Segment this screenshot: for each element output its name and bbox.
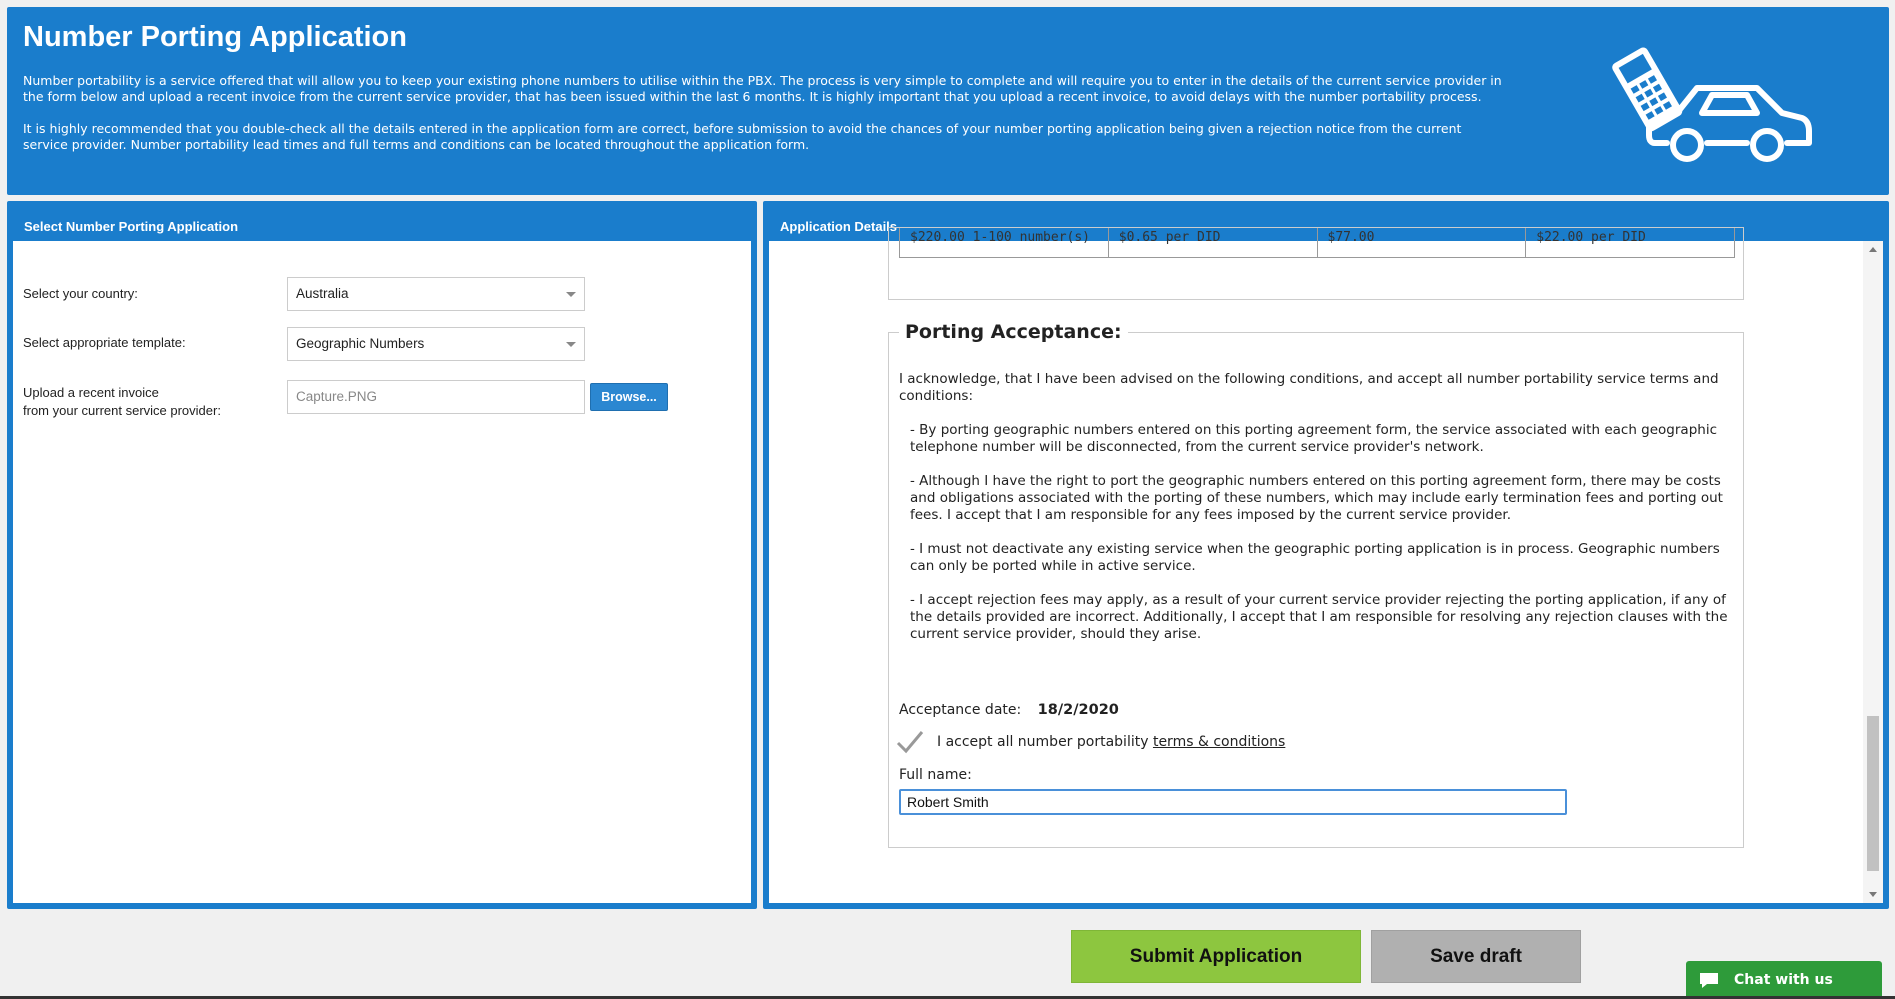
save-draft-button[interactable]: Save draft xyxy=(1371,930,1581,983)
intro-text xyxy=(23,73,1503,169)
table-cell: $220.00 1-100 number(s) xyxy=(900,228,1109,257)
upload-label-line1: Upload a recent invoice xyxy=(23,385,159,400)
country-label: Select your country: xyxy=(23,286,138,301)
acceptance-date xyxy=(899,702,1119,718)
header-banner xyxy=(7,7,1889,195)
table-cell: $77.00 xyxy=(1318,228,1527,257)
term-item: - Although I have the right to port the geographic numbers entered on this porting agreement form, there may be costs and obligations associated with the porting of these numbers, which may include early termination fees and porting out fees. I accept that I am responsible for any fees imposed by the current service provider. xyxy=(910,473,1723,523)
fullname-input[interactable]: Robert Smith xyxy=(899,789,1567,815)
phone-car-icon xyxy=(1607,43,1817,173)
scrollbar-thumb[interactable] xyxy=(1867,716,1879,871)
page-title: Number Porting Application xyxy=(23,21,407,53)
chat-bubble-icon xyxy=(1698,971,1720,989)
scrollbar[interactable] xyxy=(1863,241,1883,903)
accept-terms-text: I accept all number portability xyxy=(937,734,1149,750)
intro-paragraph-1: Number portability is a service offered that will allow you to keep your existing phone numbers to utilise within the PBX. The process is very simple to complete and will require you to enter in the details of the current service provider in the form below and upload a recent invoice from the current service provider, that has been issued within the last 6 months. It is highly important that you upload a recent invoice, to avoid delays with the number portability process. xyxy=(23,73,1502,104)
scroll-up-icon[interactable] xyxy=(1869,247,1877,252)
upload-label xyxy=(23,384,221,420)
template-select[interactable] xyxy=(287,327,585,361)
terms-intro: I acknowledge, that I have been advised on the following conditions, and accept all number portability service terms and conditions: xyxy=(899,371,1719,404)
panel-title: Application Details xyxy=(780,219,898,234)
select-application-panel xyxy=(7,201,757,909)
chat-button[interactable] xyxy=(1686,961,1882,999)
acceptance-date-label: Acceptance date: xyxy=(899,702,1022,718)
terms-text xyxy=(899,371,1735,660)
acceptance-date-value: 18/2/2020 xyxy=(1037,702,1119,718)
panel-body xyxy=(769,230,1883,903)
term-item: - By porting geographic numbers entered on this porting agreement form, the service associated with each geographic telephone number will be disconnected, from the current service provider's network. xyxy=(910,422,1717,455)
accept-terms-row xyxy=(895,729,1285,755)
porting-acceptance-section xyxy=(888,321,1744,848)
upload-label-line2: from your current service provider: xyxy=(23,403,221,418)
term-item: - I accept rejection fees may apply, as a result of your current service provider rejecting the porting application, if any of the details provided are incorrect. Additionally, I accept that I am responsible for resolving any rejection clauses with the current service provider, should they arise. xyxy=(910,592,1728,642)
table-cell: $0.65 per DID xyxy=(1109,228,1318,257)
template-label: Select appropriate template: xyxy=(23,335,186,350)
country-select-value: Australia xyxy=(296,286,349,301)
chevron-down-icon xyxy=(566,342,576,347)
submit-application-button[interactable]: Submit Application xyxy=(1071,930,1361,983)
browse-button[interactable]: Browse... xyxy=(590,383,668,411)
chevron-down-icon xyxy=(566,292,576,297)
term-item: - I must not deactivate any existing service when the geographic porting application is in process. Geographic numbers can only be ported while in active service. xyxy=(910,541,1720,574)
table-row xyxy=(899,228,1735,258)
country-select[interactable] xyxy=(287,277,585,311)
intro-paragraph-2: It is highly recommended that you double-check all the details entered in the application form are correct, before submission to avoid the chances of your number porting application being given a rejection notice from the current service provider. Number portability lead times and full terms and conditions can be located throughout the application form. xyxy=(23,121,1462,152)
template-select-value: Geographic Numbers xyxy=(296,336,425,351)
checkmark-icon[interactable] xyxy=(895,729,925,755)
application-details-panel xyxy=(763,201,1889,909)
chat-label: Chat with us xyxy=(1734,972,1833,988)
pricing-table xyxy=(888,227,1744,300)
fullname-label: Full name: xyxy=(899,767,972,783)
section-legend: Porting Acceptance: xyxy=(899,321,1128,343)
panel-body xyxy=(13,241,751,903)
table-cell: $22.00 per DID xyxy=(1536,230,1646,245)
terms-link[interactable]: terms & conditions xyxy=(1152,734,1286,750)
scroll-down-icon[interactable] xyxy=(1869,892,1877,897)
panel-title: Select Number Porting Application xyxy=(24,219,239,234)
details-scroll-area[interactable] xyxy=(769,230,1861,903)
invoice-file-field[interactable]: Capture.PNG xyxy=(287,380,585,414)
